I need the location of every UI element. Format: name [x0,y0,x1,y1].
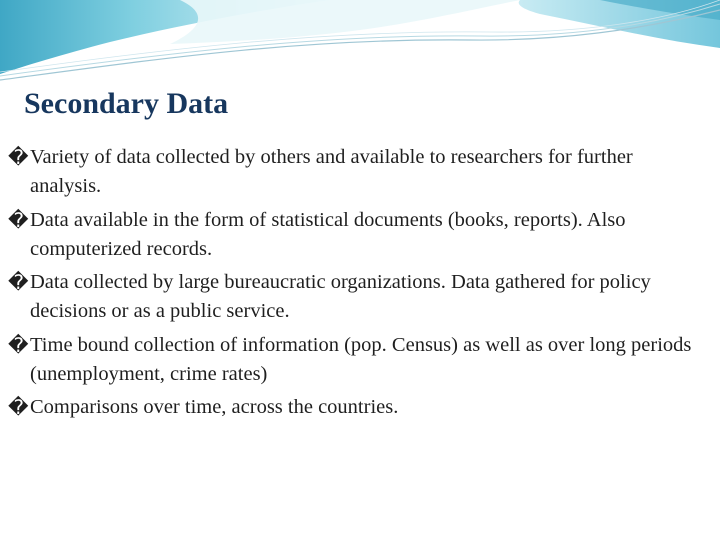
bullet-marker-icon: � [8,207,29,232]
list-item [8,206,708,264]
header-wave-decoration [0,0,720,90]
bullet-text: Comparisons over time, across the countries. [30,396,399,418]
bullet-text: Time bound collection of information (pop. Census) as well as over long periods (unemployment, crime rates) [30,333,692,385]
bullet-text: Data collected by large bureaucratic organizations. Data gathered for policy decisions or as a public service. [30,271,651,322]
list-item [8,331,708,389]
slide-title: Secondary Data [24,87,229,120]
bullet-marker-icon: � [8,145,29,169]
list-item [8,268,708,326]
bullet-marker-icon: � [8,395,29,419]
list-item [8,393,708,422]
bullet-text: Data available in the form of statistical documents (books, reports). Also computerized records. [30,208,626,260]
bullet-list [8,143,708,427]
bullet-text: Variety of data collected by others and available to researchers for further analysis. [30,146,633,197]
list-item [8,143,708,201]
bullet-marker-icon: � [8,332,29,357]
bullet-marker-icon: � [8,270,29,294]
